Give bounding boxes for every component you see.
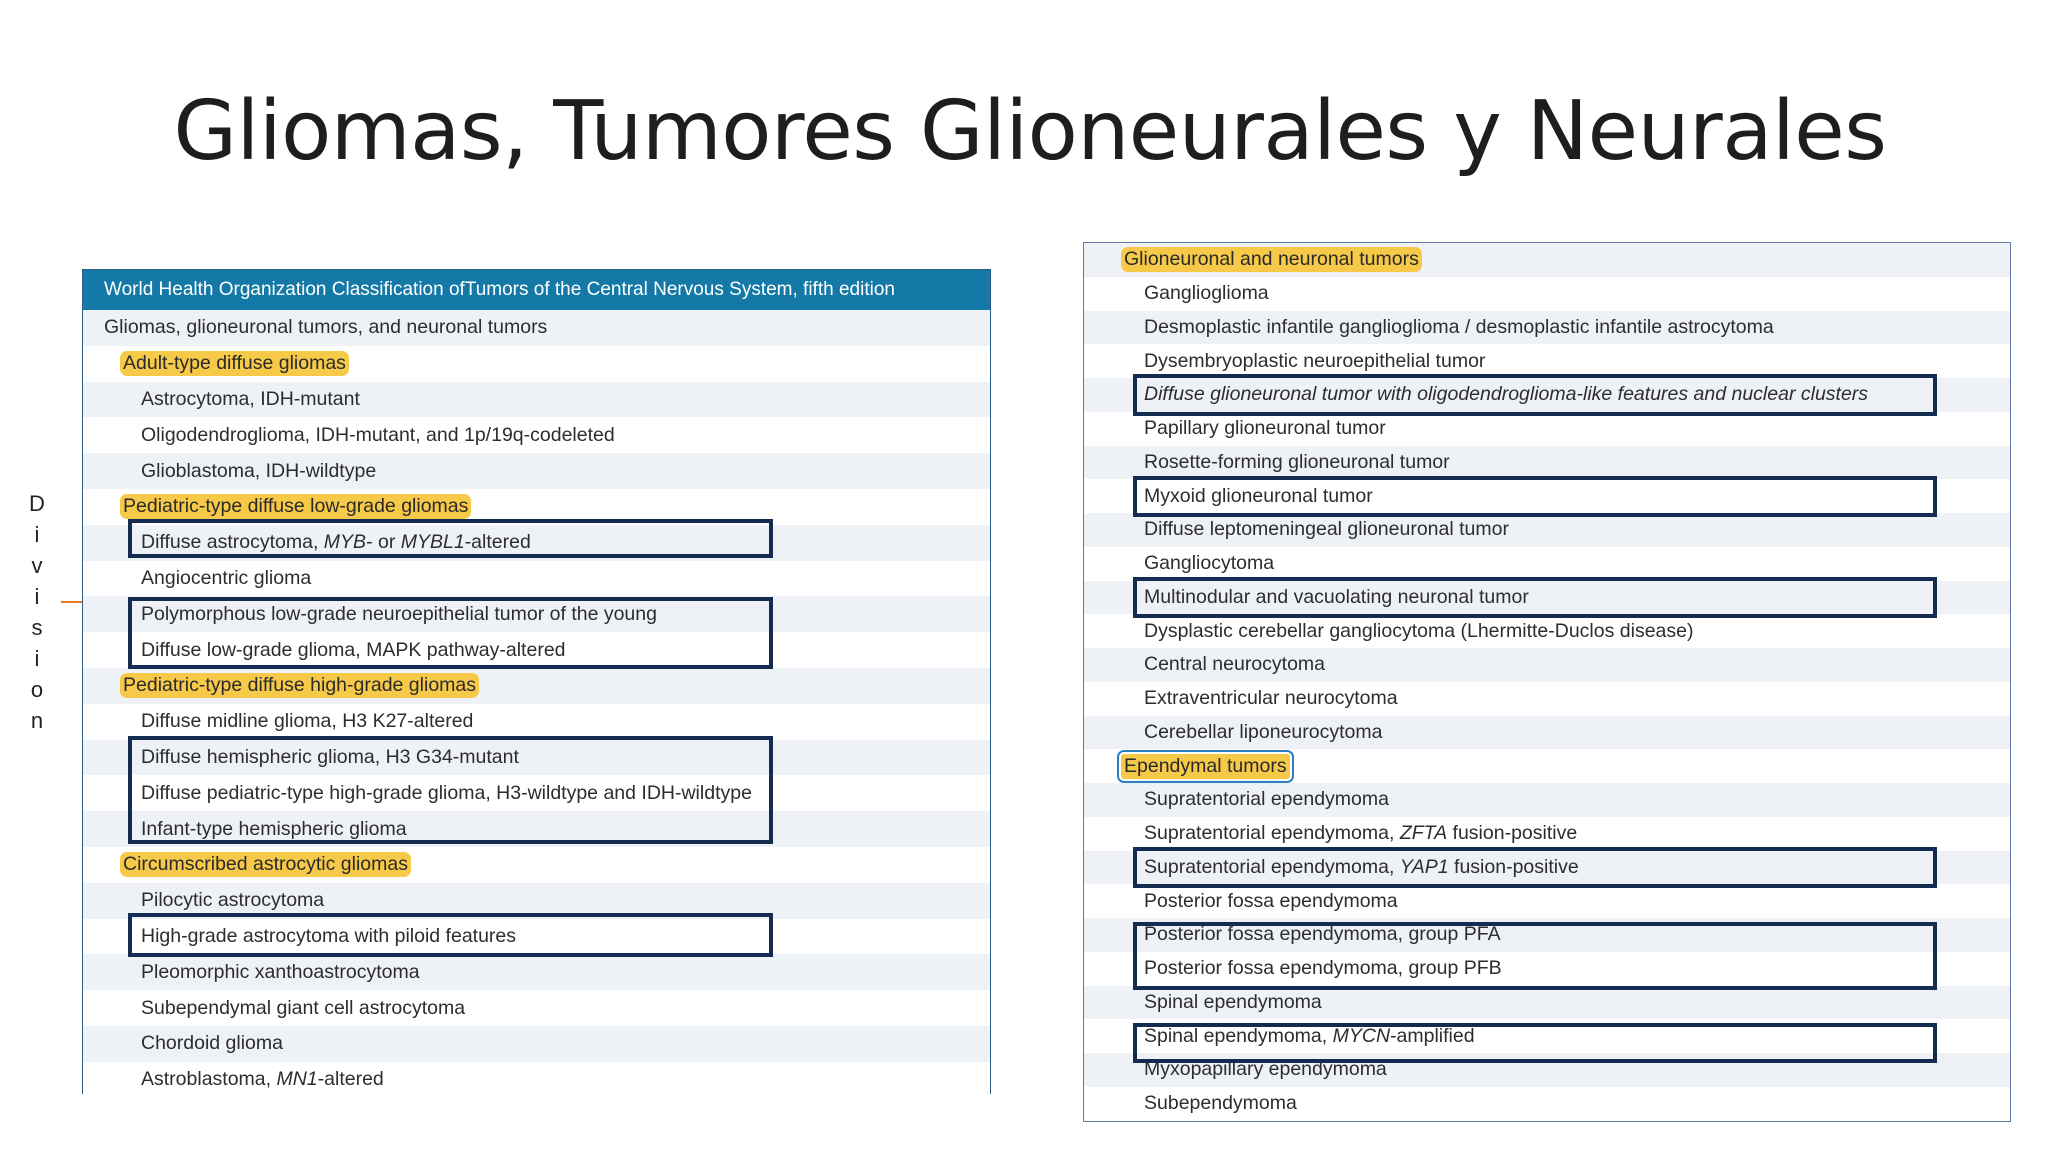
category-row — [1084, 243, 2010, 277]
category-row — [83, 668, 990, 704]
table-row: Gliomas, glioneuronal tumors, and neuronal tumors — [83, 310, 990, 346]
table-row: Supratentorial ependymoma — [1084, 783, 2010, 817]
table-row: Diffuse astrocytoma, MYB- or MYBL1-altered — [83, 525, 990, 561]
slide-title: Gliomas, Tumores Glioneurales y Neurales — [173, 84, 1887, 179]
table-row: Chordoid glioma — [83, 1026, 990, 1062]
table-row: Oligodendroglioma, IDH-mutant, and 1p/19q-codeleted — [83, 417, 990, 453]
table-row: Subependymal giant cell astrocytoma — [83, 990, 990, 1026]
table-row: Diffuse midline glioma, H3 K27-altered — [83, 704, 990, 740]
table-row: Posterior fossa ependymoma, group PFA — [1084, 918, 2010, 952]
table-row: Central neurocytoma — [1084, 648, 2010, 682]
table-row: Extraventricular neurocytoma — [1084, 682, 2010, 716]
table-row: Cerebellar liponeurocytoma — [1084, 716, 2010, 750]
table-row: Myxopapillary ependymoma — [1084, 1053, 2010, 1087]
table-row: Spinal ependymoma, MYCN-amplified — [1084, 1019, 2010, 1053]
category-row — [83, 847, 990, 883]
who-classification-table-glioneuronal-ependymal — [1083, 242, 2011, 1122]
who-classification-table-gliomas — [82, 269, 991, 1094]
table-row: Spinal ependymoma — [1084, 986, 2010, 1020]
division-letter: i — [34, 646, 40, 671]
division-letter: s — [31, 615, 43, 640]
table-row: Pleomorphic xanthoastrocytoma — [83, 954, 990, 990]
category-row — [83, 489, 990, 525]
table-row: Polymorphous low-grade neuroepithelial tumor of the young — [83, 596, 990, 632]
highlighted-category: Ependymal tumors — [1121, 754, 1290, 779]
table-row: Diffuse low-grade glioma, MAPK pathway-altered — [83, 632, 990, 668]
division-label — [22, 488, 52, 736]
table-row: Supratentorial ependymoma, YAP1 fusion-positive — [1084, 851, 2010, 885]
division-letter: n — [30, 708, 44, 733]
table-row: Diffuse hemispheric glioma, H3 G34-mutant — [83, 740, 990, 776]
table-row: Subependymoma — [1084, 1087, 2010, 1121]
table-row: Multinodular and vacuolating neuronal tumor — [1084, 581, 2010, 615]
table-row: Diffuse pediatric-type high-grade glioma, H3-wildtype and IDH-wildtype — [83, 775, 990, 811]
highlighted-category: Pediatric-type diffuse low-grade gliomas — [120, 494, 471, 519]
table-row: Glioblastoma, IDH-wildtype — [83, 453, 990, 489]
table-row: Angiocentric glioma — [83, 561, 990, 597]
bracket-middle-tick — [61, 601, 83, 603]
division-letter: i — [34, 522, 40, 547]
category-row — [83, 346, 990, 382]
highlighted-category: Pediatric-type diffuse high-grade gliomas — [120, 673, 479, 698]
division-letter: o — [30, 677, 44, 702]
table-row: High-grade astrocytoma with piloid features — [83, 919, 990, 955]
table-row: Gangliocytoma — [1084, 547, 2010, 581]
table-row: Supratentorial ependymoma, ZFTA fusion-positive — [1084, 817, 2010, 851]
table-row: Dysplastic cerebellar gangliocytoma (Lhermitte-Duclos disease) — [1084, 614, 2010, 648]
table-header: World Health Organization Classification ofTumors of the Central Nervous System, fifth edition — [83, 270, 990, 310]
table-row: Astrocytoma, IDH-mutant — [83, 382, 990, 418]
table-row: Myxoid glioneuronal tumor — [1084, 479, 2010, 513]
table-row: Pilocytic astrocytoma — [83, 883, 990, 919]
table-row: Desmoplastic infantile ganglioglioma / desmoplastic infantile astrocytoma — [1084, 311, 2010, 345]
table-row: Diffuse glioneuronal tumor with oligodendroglioma-like features and nuclear clusters — [1084, 378, 2010, 412]
highlighted-category: Glioneuronal and neuronal tumors — [1121, 247, 1422, 272]
division-letter: D — [29, 491, 45, 516]
division-letter: v — [31, 553, 43, 578]
highlighted-category: Circumscribed astrocytic gliomas — [120, 852, 411, 877]
table-row: Rosette-forming glioneuronal tumor — [1084, 446, 2010, 480]
table-row: Dysembryoplastic neuroepithelial tumor — [1084, 344, 2010, 378]
category-row — [1084, 749, 2010, 783]
highlighted-category: Adult-type diffuse gliomas — [120, 351, 349, 376]
table-row: Ganglioglioma — [1084, 277, 2010, 311]
table-row: Infant-type hemispheric glioma — [83, 811, 990, 847]
table-row: Posterior fossa ependymoma, group PFB — [1084, 952, 2010, 986]
table-row: Astroblastoma, MN1-altered — [83, 1062, 990, 1098]
table-row: Diffuse leptomeningeal glioneuronal tumor — [1084, 513, 2010, 547]
table-row: Papillary glioneuronal tumor — [1084, 412, 2010, 446]
table-row: Posterior fossa ependymoma — [1084, 884, 2010, 918]
division-letter: i — [34, 584, 40, 609]
